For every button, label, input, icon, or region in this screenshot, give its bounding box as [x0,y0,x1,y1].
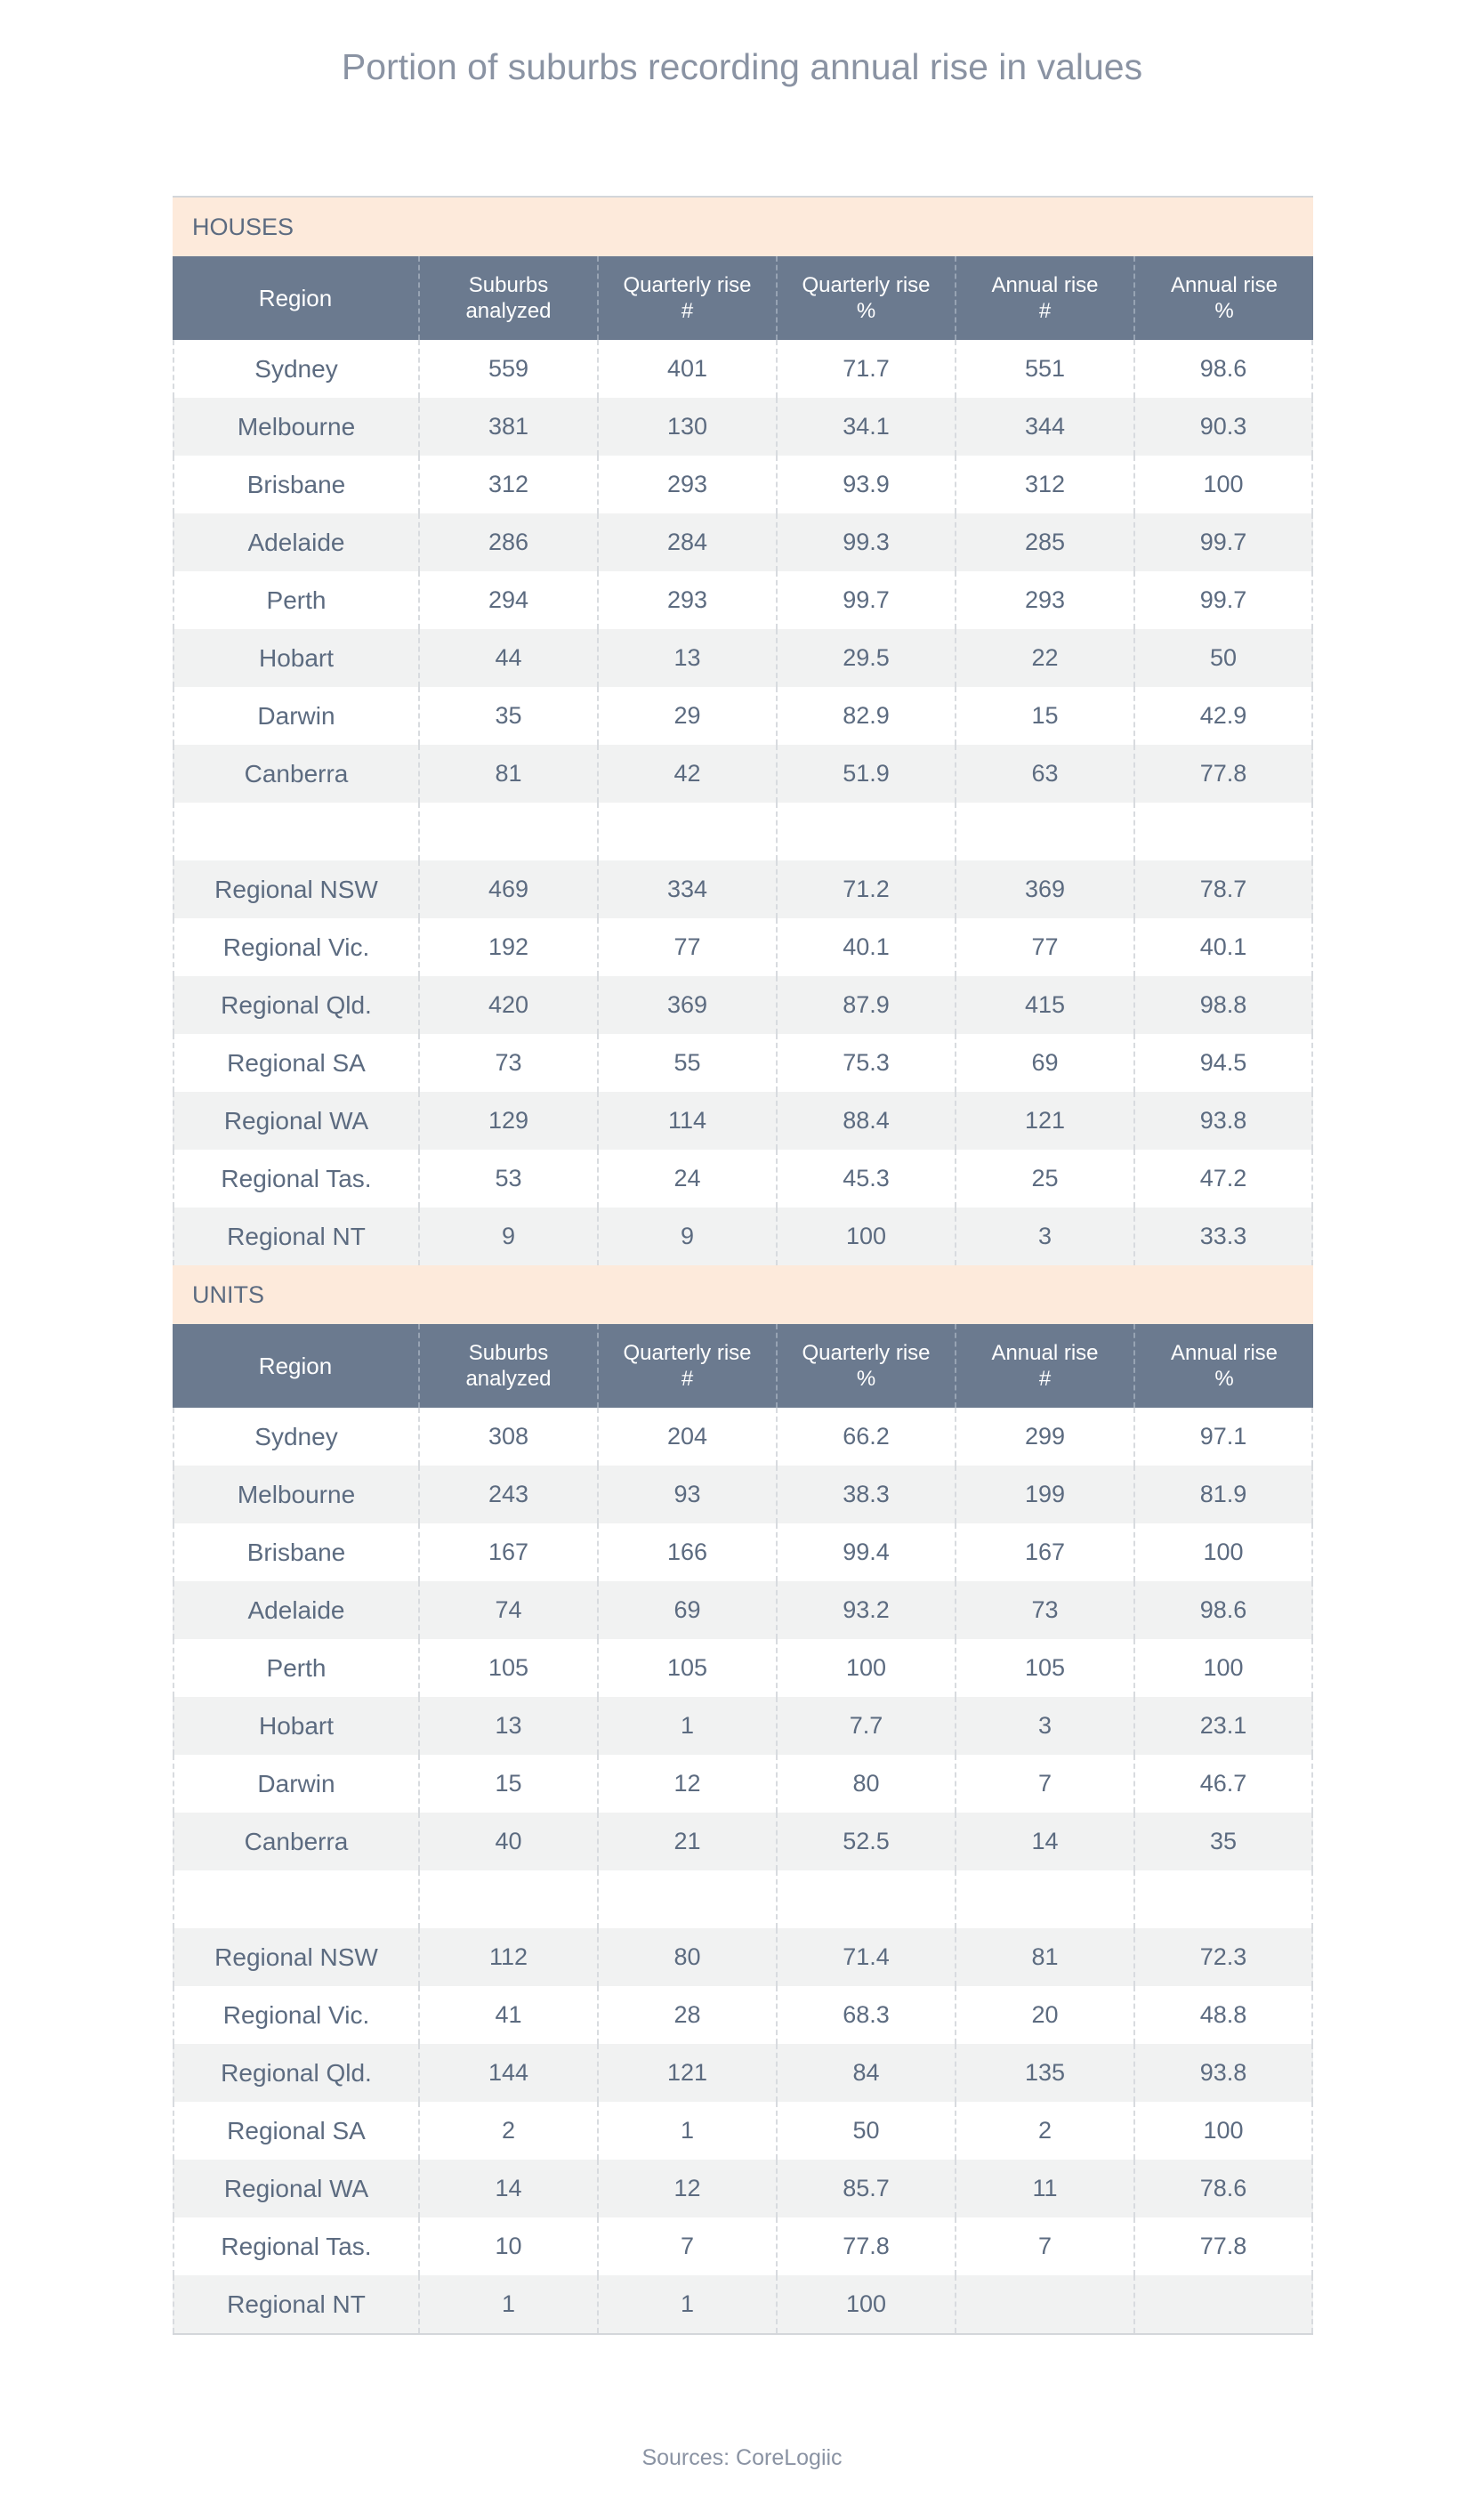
value-cell: 38.3 [776,1466,955,1523]
column-header: Quarterly rise # [597,256,776,340]
header-row [173,256,1313,340]
value-cell: 68.3 [776,1986,955,2044]
region-cell [173,1870,418,1928]
value-cell: 93 [597,1466,776,1523]
value-cell [418,803,597,860]
table-row [173,2217,1313,2275]
table-row [173,1755,1313,1813]
value-cell: 84 [776,2044,955,2102]
region-cell: Regional WA [173,2160,418,2217]
table-row [173,1986,1313,2044]
value-cell: 42 [597,745,776,803]
region-cell: Adelaide [173,513,418,571]
value-cell: 14 [955,1813,1133,1870]
value-cell: 73 [418,1034,597,1092]
column-header: Suburbs analyzed [418,1324,597,1408]
column-header: Annual rise % [1133,256,1313,340]
value-cell: 13 [597,629,776,687]
value-cell: 29.5 [776,629,955,687]
value-cell: 1 [597,2275,776,2333]
value-cell: 551 [955,340,1133,398]
value-cell: 3 [955,1208,1133,1265]
region-cell: Darwin [173,687,418,745]
region-cell: Regional SA [173,2102,418,2160]
value-cell: 93.9 [776,456,955,513]
value-cell: 294 [418,571,597,629]
value-cell: 100 [1133,2102,1313,2160]
value-cell: 48.8 [1133,1986,1313,2044]
value-cell: 93.2 [776,1581,955,1639]
value-cell: 28 [597,1986,776,2044]
value-cell: 312 [955,456,1133,513]
table-row [173,1408,1313,1466]
value-cell: 285 [955,513,1133,571]
value-cell: 135 [955,2044,1133,2102]
value-cell: 243 [418,1466,597,1523]
value-cell: 10 [418,2217,597,2275]
value-cell: 401 [597,340,776,398]
value-cell: 73 [955,1581,1133,1639]
value-cell: 121 [955,1092,1133,1150]
region-cell: Canberra [173,1813,418,1870]
table-row [173,398,1313,456]
value-cell: 44 [418,629,597,687]
table-row [173,629,1313,687]
value-cell: 308 [418,1408,597,1466]
value-cell: 299 [955,1408,1133,1466]
region-cell: Regional NSW [173,1928,418,1986]
value-cell: 293 [597,571,776,629]
value-cell: 99.7 [1133,571,1313,629]
value-cell: 114 [597,1092,776,1150]
value-cell: 192 [418,918,597,976]
value-cell [597,803,776,860]
column-header: Region [258,1352,333,1379]
value-cell: 293 [955,571,1133,629]
column-header: Annual rise # [955,1324,1133,1408]
column-header: Quarterly rise % [776,256,955,340]
value-cell: 100 [1133,456,1313,513]
value-cell: 22 [955,629,1133,687]
value-cell: 69 [955,1034,1133,1092]
value-cell: 24 [597,1150,776,1208]
table-row [173,1928,1313,1986]
table-row [173,1581,1313,1639]
region-cell: Regional SA [173,1034,418,1092]
region-cell: Regional Qld. [173,976,418,1034]
value-cell: 2 [955,2102,1133,2160]
table-row [173,1697,1313,1755]
value-cell [1133,1870,1313,1928]
value-cell: 98.8 [1133,976,1313,1034]
region-cell [173,803,418,860]
value-cell: 559 [418,340,597,398]
table-row [173,340,1313,398]
table-row [173,1092,1313,1150]
value-cell: 334 [597,860,776,918]
region-cell: Regional Vic. [173,1986,418,2044]
table-row [173,687,1313,745]
value-cell [418,1870,597,1928]
value-cell [1133,803,1313,860]
region-cell: Adelaide [173,1581,418,1639]
column-header: Region [258,284,333,311]
value-cell: 7 [955,1755,1133,1813]
value-cell: 100 [776,2275,955,2333]
value-cell: 15 [418,1755,597,1813]
value-cell [955,2275,1133,2333]
table-row [173,976,1313,1034]
value-cell: 87.9 [776,976,955,1034]
value-cell: 381 [418,398,597,456]
table-body [173,1408,1313,2333]
value-cell: 85.7 [776,2160,955,2217]
value-cell: 34.1 [776,398,955,456]
value-cell: 77 [597,918,776,976]
section-label: HOUSES [173,198,1313,256]
value-cell: 81 [955,1928,1133,1986]
value-cell: 77.8 [776,2217,955,2275]
region-cell: Darwin [173,1755,418,1813]
spacer-row [173,1870,1313,1928]
value-cell: 7 [955,2217,1133,2275]
value-cell: 98.6 [1133,1581,1313,1639]
value-cell: 105 [418,1639,597,1697]
section-label: UNITS [173,1265,1313,1324]
value-cell: 33.3 [1133,1208,1313,1265]
region-cell: Melbourne [173,1466,418,1523]
value-cell: 99.7 [1133,513,1313,571]
value-cell: 98.6 [1133,340,1313,398]
region-cell: Hobart [173,1697,418,1755]
value-cell: 293 [597,456,776,513]
region-cell: Regional Tas. [173,1150,418,1208]
value-cell: 469 [418,860,597,918]
value-cell: 284 [597,513,776,571]
value-cell: 144 [418,2044,597,2102]
value-cell: 1 [418,2275,597,2333]
table-row [173,2275,1313,2333]
value-cell: 66.2 [776,1408,955,1466]
region-cell: Brisbane [173,1523,418,1581]
value-cell: 81.9 [1133,1466,1313,1523]
table-row [173,513,1313,571]
value-cell: 78.6 [1133,2160,1313,2217]
region-cell: Regional WA [173,1092,418,1150]
data-table [173,196,1313,2335]
value-cell: 80 [776,1755,955,1813]
value-cell: 105 [955,1639,1133,1697]
value-cell: 23.1 [1133,1697,1313,1755]
value-cell: 20 [955,1986,1133,2044]
region-cell: Regional Vic. [173,918,418,976]
value-cell: 129 [418,1092,597,1150]
table-row [173,2102,1313,2160]
value-cell: 9 [597,1208,776,1265]
value-cell [955,803,1133,860]
value-cell: 71.2 [776,860,955,918]
region-cell: Melbourne [173,398,418,456]
table-row [173,2044,1313,2102]
value-cell: 51.9 [776,745,955,803]
value-cell: 78.7 [1133,860,1313,918]
value-cell: 71.7 [776,340,955,398]
value-cell: 121 [597,2044,776,2102]
region-cell: Regional NT [173,2275,418,2333]
value-cell: 105 [597,1639,776,1697]
value-cell [597,1870,776,1928]
value-cell: 90.3 [1133,398,1313,456]
value-cell: 77.8 [1133,745,1313,803]
value-cell: 3 [955,1697,1133,1755]
value-cell: 99.7 [776,571,955,629]
value-cell [776,1870,955,1928]
value-cell: 7.7 [776,1697,955,1755]
region-cell: Hobart [173,629,418,687]
value-cell [776,803,955,860]
value-cell: 29 [597,687,776,745]
value-cell: 40 [418,1813,597,1870]
page-title: Portion of suburbs recording annual rise in values [341,46,1143,87]
value-cell: 42.9 [1133,687,1313,745]
value-cell: 21 [597,1813,776,1870]
value-cell: 50 [1133,629,1313,687]
value-cell: 14 [418,2160,597,2217]
value-cell: 2 [418,2102,597,2160]
region-cell: Perth [173,1639,418,1697]
source-note: Sources: CoreLogiic [641,2445,843,2470]
value-cell: 100 [776,1208,955,1265]
value-cell [1133,2275,1313,2333]
value-cell: 9 [418,1208,597,1265]
table-row [173,1150,1313,1208]
value-cell: 199 [955,1466,1133,1523]
value-cell: 55 [597,1034,776,1092]
value-cell: 63 [955,745,1133,803]
value-cell: 11 [955,2160,1133,2217]
table-row [173,1466,1313,1523]
value-cell: 93.8 [1133,1092,1313,1150]
value-cell: 7 [597,2217,776,2275]
value-cell: 41 [418,1986,597,2044]
value-cell: 286 [418,513,597,571]
table-row [173,456,1313,513]
value-cell: 12 [597,2160,776,2217]
value-cell: 52.5 [776,1813,955,1870]
value-cell: 74 [418,1581,597,1639]
value-cell: 204 [597,1408,776,1466]
column-header: Quarterly rise # [597,1324,776,1408]
value-cell [955,1870,1133,1928]
table-row [173,2160,1313,2217]
region-cell: Regional Qld. [173,2044,418,2102]
table-body [173,340,1313,1265]
table-row [173,1639,1313,1697]
value-cell: 13 [418,1697,597,1755]
value-cell: 100 [1133,1523,1313,1581]
value-cell: 45.3 [776,1150,955,1208]
value-cell: 15 [955,687,1133,745]
value-cell: 130 [597,398,776,456]
spacer-row [173,803,1313,860]
value-cell: 88.4 [776,1092,955,1150]
table-row [173,1813,1313,1870]
region-cell: Sydney [173,340,418,398]
value-cell: 312 [418,456,597,513]
value-cell: 100 [776,1639,955,1697]
region-cell: Regional NT [173,1208,418,1265]
table-row [173,745,1313,803]
region-cell: Perth [173,571,418,629]
value-cell: 99.3 [776,513,955,571]
value-cell: 93.8 [1133,2044,1313,2102]
column-header: Annual rise % [1133,1324,1313,1408]
value-cell: 112 [418,1928,597,1986]
value-cell: 77.8 [1133,2217,1313,2275]
value-cell: 167 [955,1523,1133,1581]
table-section-units [173,1265,1313,2333]
table-row [173,1523,1313,1581]
value-cell: 71.4 [776,1928,955,1986]
value-cell: 35 [1133,1813,1313,1870]
header-row [173,1324,1313,1408]
value-cell: 72.3 [1133,1928,1313,1986]
region-cell: Brisbane [173,456,418,513]
table-section-houses [173,198,1313,1265]
column-header: Suburbs analyzed [418,256,597,340]
value-cell: 50 [776,2102,955,2160]
value-cell: 167 [418,1523,597,1581]
region-cell: Regional Tas. [173,2217,418,2275]
value-cell: 75.3 [776,1034,955,1092]
column-header: Quarterly rise % [776,1324,955,1408]
table-row [173,860,1313,918]
table-row [173,571,1313,629]
value-cell: 420 [418,976,597,1034]
value-cell: 369 [955,860,1133,918]
value-cell: 40.1 [1133,918,1313,976]
value-cell: 12 [597,1755,776,1813]
value-cell: 97.1 [1133,1408,1313,1466]
value-cell: 53 [418,1150,597,1208]
table-row [173,918,1313,976]
table-row [173,1034,1313,1092]
value-cell: 100 [1133,1639,1313,1697]
table-row [173,1208,1313,1265]
region-cell: Sydney [173,1408,418,1466]
value-cell: 35 [418,687,597,745]
value-cell: 80 [597,1928,776,1986]
value-cell: 40.1 [776,918,955,976]
value-cell: 82.9 [776,687,955,745]
region-cell: Regional NSW [173,860,418,918]
value-cell: 1 [597,2102,776,2160]
value-cell: 99.4 [776,1523,955,1581]
value-cell: 1 [597,1697,776,1755]
value-cell: 47.2 [1133,1150,1313,1208]
value-cell: 94.5 [1133,1034,1313,1092]
column-header: Annual rise # [955,256,1133,340]
value-cell: 46.7 [1133,1755,1313,1813]
value-cell: 25 [955,1150,1133,1208]
value-cell: 166 [597,1523,776,1581]
value-cell: 369 [597,976,776,1034]
value-cell: 415 [955,976,1133,1034]
value-cell: 344 [955,398,1133,456]
region-cell: Canberra [173,745,418,803]
value-cell: 81 [418,745,597,803]
value-cell: 69 [597,1581,776,1639]
value-cell: 77 [955,918,1133,976]
